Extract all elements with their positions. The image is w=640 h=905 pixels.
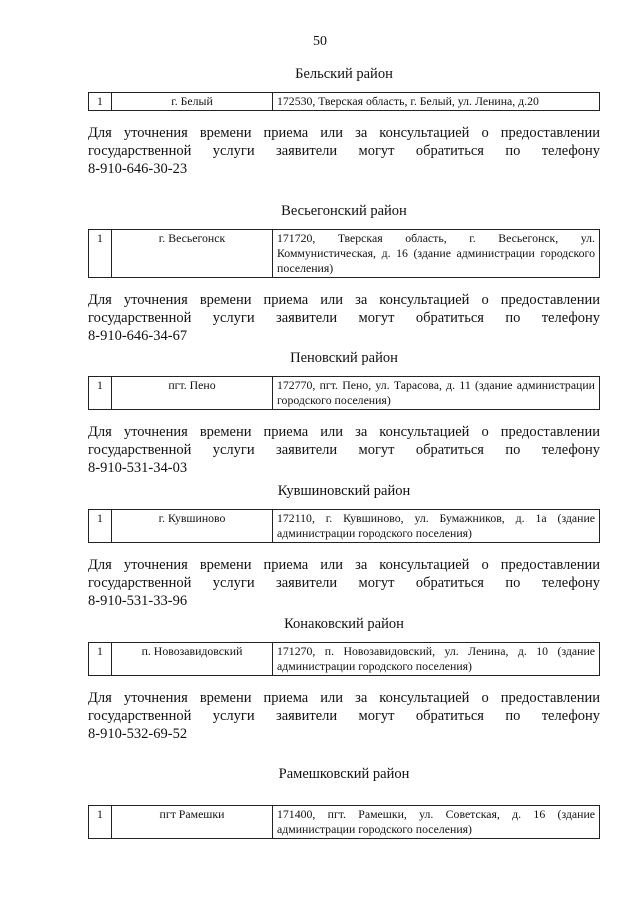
page-number: 50 [313,34,327,49]
table-row [89,510,600,543]
address: 171720, Тверская область, г. Весьегонск, ул. Коммунистическая, д. 16 (здание администрации городского поселения) [273,230,600,278]
address: 172770, пгт. Пено, ул. Тарасова, д. 11 (здание администрации городского поселения) [273,377,600,410]
table-row [89,806,600,839]
district-title: Кувшиновский район [277,483,411,499]
note-line-1: Для уточнения времени приема или за консультацией о предоставлении [88,690,600,706]
note-line-2: государственной услуги заявители могут обратиться по телефону [88,575,600,591]
address: 172110, г. Кувшиново, ул. Бумажников, д. 1а (здание администрации городского поселения) [273,510,600,543]
phone-number: 8-910-531-33-96 [88,593,188,609]
address: 171270, п. Новозавидовский, ул. Ленина, д. 10 (здание администрации городского поселения) [273,643,600,676]
note-line-2: государственной услуги заявители могут обратиться по телефону [88,442,600,458]
office-table [88,642,600,676]
locality: г. Кувшиново [112,510,273,543]
section-belsky [88,66,600,178]
note-line-2: государственной услуги заявители могут обратиться по телефону [88,708,600,724]
district-title: Весьегонский район [281,203,407,219]
locality: пгт. Пено [112,377,273,410]
phone-number: 8-910-532-69-52 [88,726,188,742]
note-line-1: Для уточнения времени приема или за консультацией о предоставлении [88,125,600,141]
consultation-note [88,291,600,345]
phone-number: 8-910-646-34-67 [88,328,188,344]
section-kuvshinovsky [88,483,600,610]
consultation-note [88,556,600,610]
district-title: Бельский район [295,66,393,82]
section-vesyegonsky [88,203,600,345]
row-number: 1 [89,377,112,410]
row-number: 1 [89,806,112,839]
table-row [89,377,600,410]
phone-number: 8-910-531-34-03 [88,460,188,476]
table-row [89,230,600,278]
address: 172530, Тверская область, г. Белый, ул. Ленина, д.20 [273,93,600,111]
table-row [89,93,600,111]
district-title: Пеновский район [290,350,398,366]
office-table [88,229,600,278]
office-table [88,509,600,543]
note-line-2: государственной услуги заявители могут обратиться по телефону [88,143,600,159]
consultation-note [88,124,600,178]
section-rameshkovsky [88,766,600,839]
district-title: Конаковский район [284,616,404,632]
locality: пгт Рамешки [112,806,273,839]
row-number: 1 [89,93,112,111]
note-line-1: Для уточнения времени приема или за консультацией о предоставлении [88,424,600,440]
section-penovsky [88,350,600,477]
row-number: 1 [89,643,112,676]
phone-number: 8-910-646-30-23 [88,161,188,177]
district-title: Рамешковский район [278,766,410,782]
locality: г. Весьегонск [112,230,273,278]
section-konakovsky [88,616,600,743]
locality: п. Новозавидовский [112,643,273,676]
table-row [89,643,600,676]
locality: г. Белый [112,93,273,111]
consultation-note [88,423,600,477]
office-table [88,805,600,839]
note-line-2: государственной услуги заявители могут обратиться по телефону [88,310,600,326]
office-table [88,92,600,111]
address: 171400, пгт. Рамешки, ул. Советская, д. 16 (здание администрации городского поселения) [273,806,600,839]
note-line-1: Для уточнения времени приема или за консультацией о предоставлении [88,292,600,308]
row-number: 1 [89,510,112,543]
office-table [88,376,600,410]
note-line-1: Для уточнения времени приема или за консультацией о предоставлении [88,557,600,573]
row-number: 1 [89,230,112,278]
consultation-note [88,689,600,743]
